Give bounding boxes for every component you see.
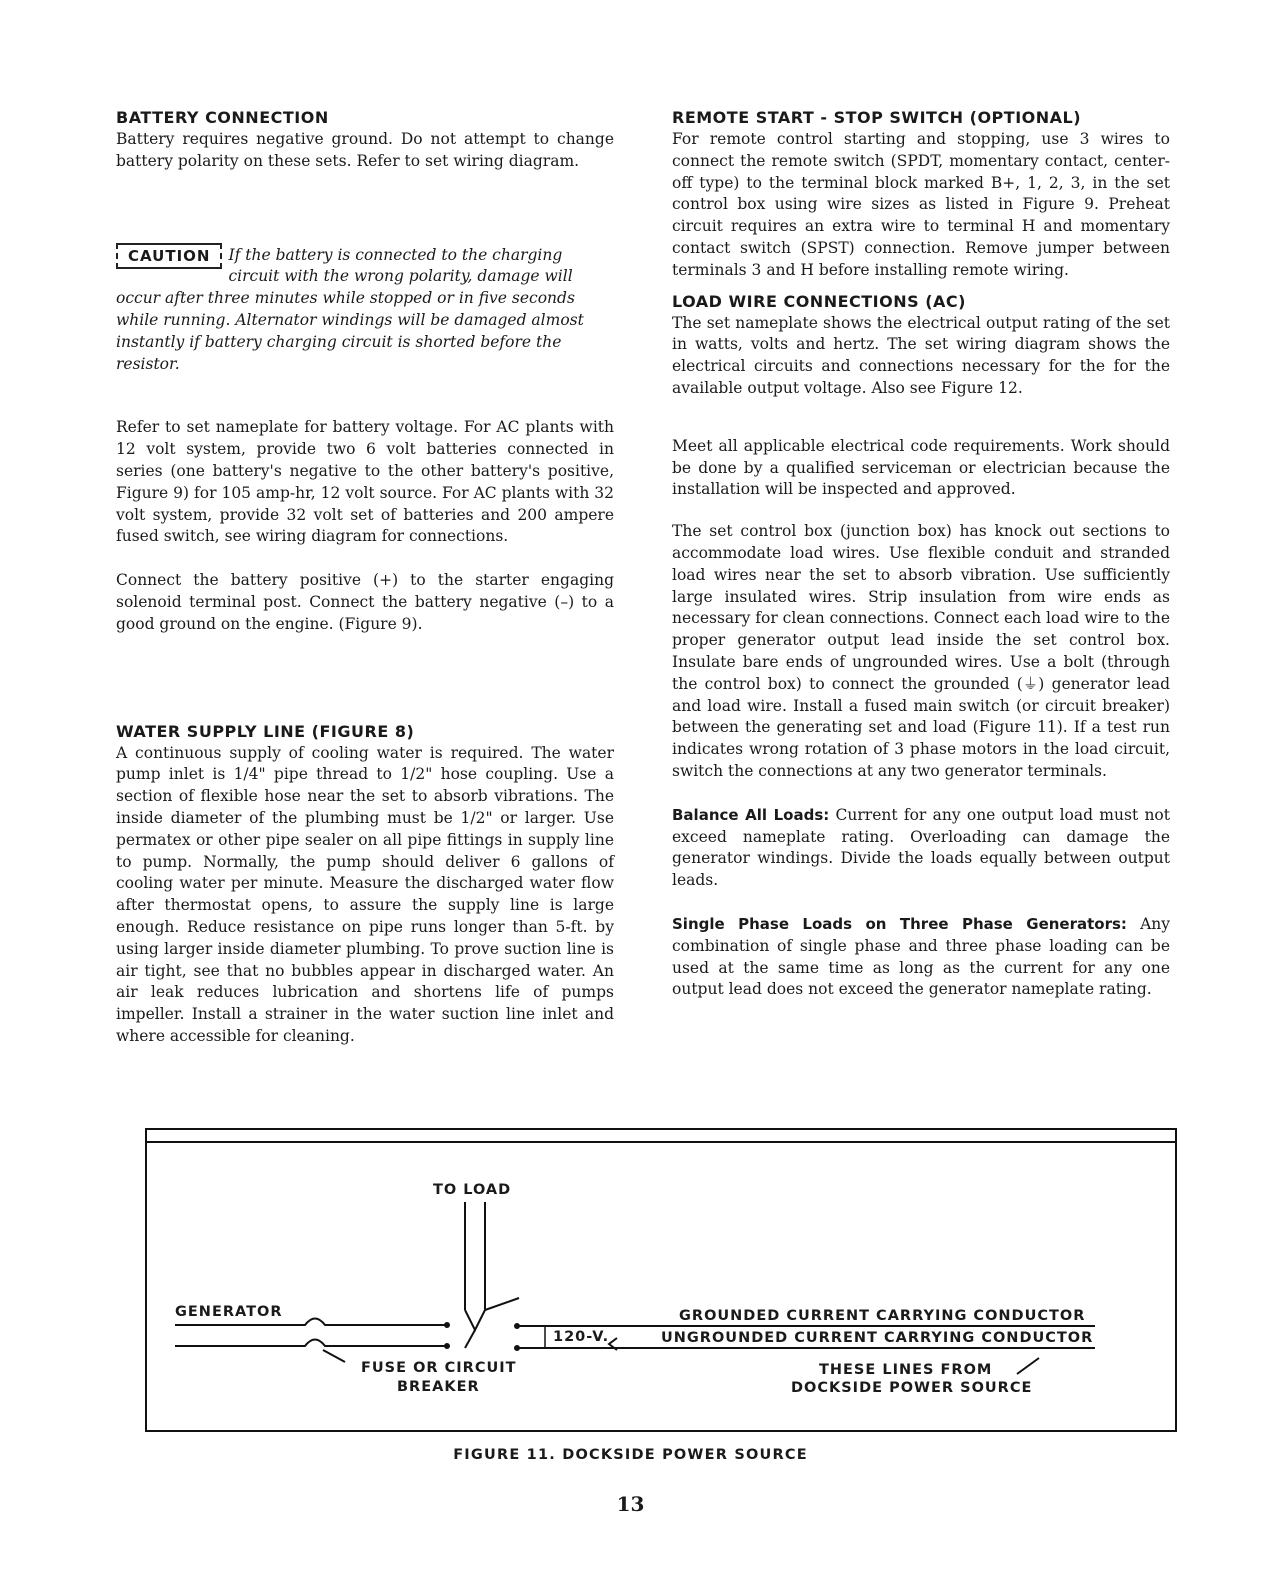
wire-terminal-lower: [444, 1343, 450, 1349]
grounded-conductor-label: GROUNDED CURRENT CARRYING CONDUCTOR: [679, 1308, 1086, 1324]
remote-switch-text: For remote control starting and stopping, use 3 wires to connect the remote switch (SPDT, momentary contact, center-off type) to the terminal block marked B+, 1, 2, 3, in the set control box using wire sizes as listed in Figure 9. Preheat circuit requires an extra wire to terminal H and momentary contact switch (SPST) connection. Remove jumper between terminals 3 and H before installing remote wiring.: [672, 130, 1170, 279]
balance-loads-lead: Balance All Loads:: [672, 805, 830, 824]
figure-caption: FIGURE 11. DOCKSIDE POWER SOURCE: [453, 1447, 808, 1463]
caution-label: CAUTION: [116, 243, 222, 269]
balance-loads-paragraph: [672, 805, 1170, 892]
dockside-arrow: [1017, 1358, 1039, 1374]
water-supply-text: A continuous supply of cooling water is required. The water pump inlet is 1/4" pipe thread to 1/2" hose coupling. Use a section of flexible hose near the set to absorb vibrations. The inside diameter of the plumbing must be 1/2" or larger. Use permatex or other pipe sealer on all pipe fittings in supply line to pump. Normally, the pump should deliver 6 gallons of cooling water per minute. Measure the discharged water flow after thermostat opens, to assure the supply line is large enough. Reduce resistance on pipe runs longer than 5-ft. by using larger inside diameter plumbing. To prove suction line is air tight, see that no bubbles appear in discharged water. An air leak reduces lubrication and shortens life of pumps impeller. Install a strainer in the water suction line inlet and where accessible for cleaning.: [116, 743, 614, 1045]
battery-voltage-text: Refer to set nameplate for battery voltage. For AC plants with 12 volt system, provide two 6 volt batteries connected in series (one battery's negative to the other battery's positive, Figure 9) for 105 amp-hr, 12 volt source. For AC plants with 32 volt system, provide 32 volt set of batteries and 200 ampere fused switch, see wiring diagram for connections.: [116, 418, 614, 546]
ungrounded-conductor-label: UNGROUNDED CURRENT CARRYING CONDUCTOR: [661, 1330, 1094, 1346]
voltage-label: 120-V.: [553, 1329, 610, 1345]
balance-loads-text: Current for any one output load must not exceed nameplate rating. Overloading can damage the generator windings. Divide the loads equally between output leads.: [672, 805, 1170, 890]
battery-connection-text: Battery requires negative ground. Do not attempt to change battery polarity on these sets. Refer to set wiring diagram.: [116, 130, 614, 170]
single-phase-lead: Single Phase Loads on Three Phase Generators:: [672, 914, 1127, 933]
lines-from-label-2: DOCKSIDE POWER SOURCE: [791, 1380, 1033, 1396]
page-number: 13: [616, 1492, 645, 1516]
load-wire-heading: LOAD WIRE CONNECTIONS (AC): [672, 291, 966, 311]
lines-from-label-1: THESE LINES FROM: [819, 1362, 993, 1378]
single-phase-paragraph: [672, 914, 1170, 1001]
caution-text: If the battery is connected to the charging circuit with the wrong polarity, damage will occur after three minutes while stopped or in five seconds while running. Alternator windings will be damaged almost instantly if battery charging circuit is shorted before the resistor.: [116, 245, 584, 373]
generator-label: GENERATOR: [175, 1304, 283, 1320]
load-wire-text: The set nameplate shows the electrical output rating of the set in watts, volts and hertz. The set wiring diagram shows the electrical circuits and connections necessary for the for the available output voltage. Also see Figure 12.: [672, 313, 1170, 397]
control-box-text: The set control box (junction box) has knock out sections to accommodate load wires. Use flexible conduit and stranded load wires near the set to absorb vibration. Use sufficiently large insulated wires. Strip insulation from wire ends as necessary for clean connections. Connect each load wire to the proper generator output lead inside the set control box. Insulate bare ends of ungrounded wires. Use a bolt (through the control box) to connect the grounded (⏚) generator lead and load wire. Install a fused main switch (or circuit breaker) between the generating set and load (Figure 11). If a test run indicates wrong rotation of 3 phase motors in the load circuit, switch the connections at any two generator terminals.: [672, 522, 1170, 780]
wire-terminal-upper: [444, 1322, 450, 1328]
remote-switch-heading: REMOTE START - STOP SWITCH (OPTIONAL): [672, 108, 1082, 127]
fuse-label-line1: FUSE OR CIRCUIT: [361, 1360, 517, 1376]
switch-blade: [465, 1330, 475, 1348]
right-column: [672, 108, 1170, 1001]
to-load-label: TO LOAD: [433, 1182, 512, 1198]
water-supply-heading: WATER SUPPLY LINE (FIGURE 8): [116, 721, 415, 741]
code-requirements-text: Meet all applicable electrical code requirements. Work should be done by a qualified serviceman or electrician because the installation will be inspected and approved.: [672, 436, 1170, 499]
figure-11-diagram: [145, 1128, 1177, 1432]
single-phase-text: Any combination of single phase and three phase loading can be used at the same time as long as the current for any one output lead does not exceed the generator nameplate rating.: [672, 914, 1170, 999]
fuse-arrow: [323, 1350, 345, 1362]
battery-connection-heading: BATTERY CONNECTION: [116, 108, 329, 127]
battery-connect-text: Connect the battery positive (+) to the starter engaging solenoid terminal post. Connect the battery negative (–) to a good ground on the engine. (Figure 9).: [116, 571, 614, 633]
generator-wire-lower: [175, 1340, 447, 1347]
fuse-label-line2: BREAKER: [397, 1379, 480, 1395]
left-column: [116, 108, 614, 1048]
switch-pivot: [465, 1310, 485, 1330]
switch-arm: [485, 1298, 519, 1310]
caution-block: [116, 245, 614, 376]
